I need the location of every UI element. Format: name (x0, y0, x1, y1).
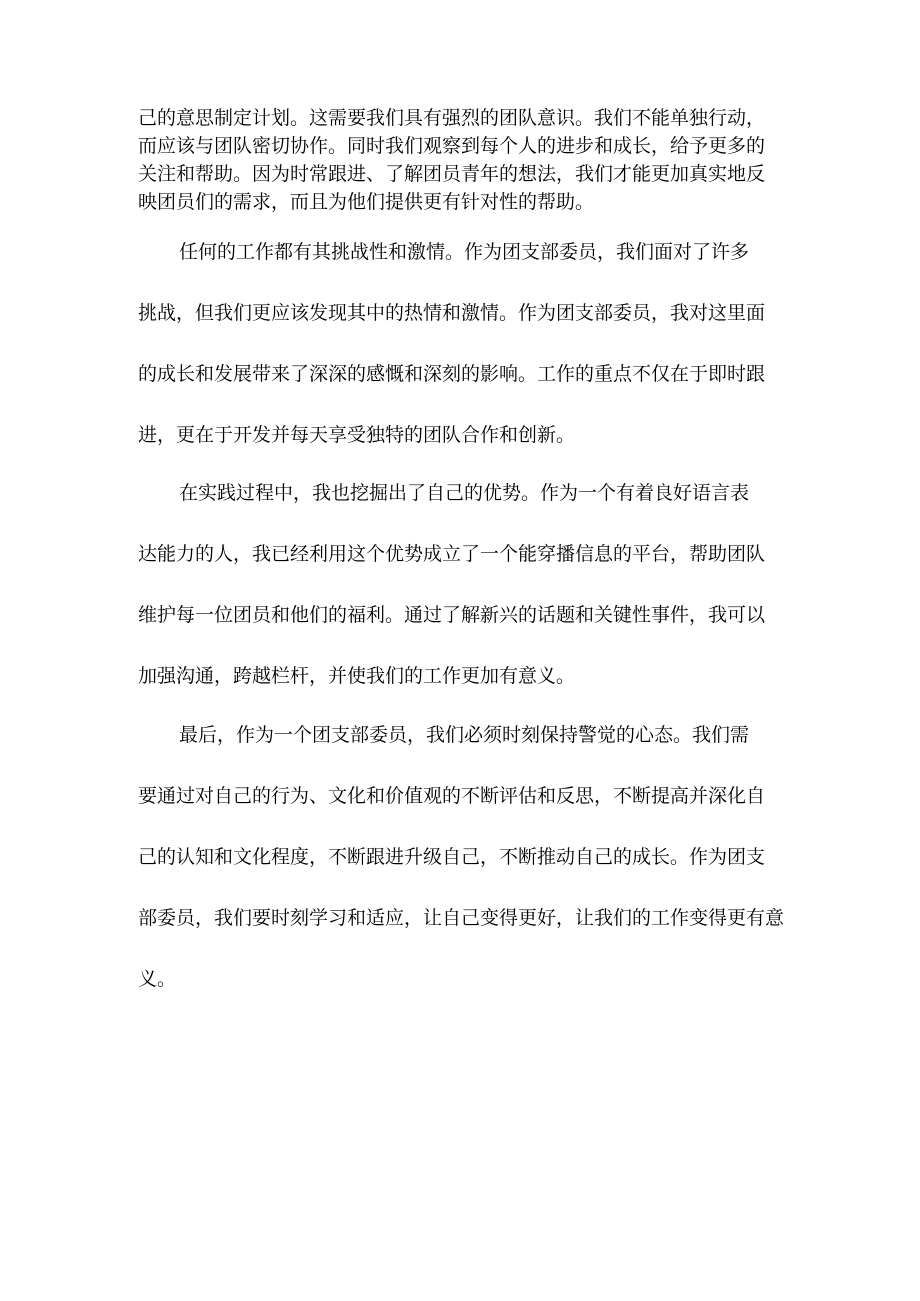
paragraph-line: 加强沟通，跨越栏杆，并使我们的工作更加有意义。 (138, 665, 576, 687)
paragraph-line: 挑战，但我们更应该发现其中的热情和激情。作为团支部委员，我对这里面 (138, 302, 766, 324)
paragraph-line: 映团员们的需求，而且为他们提供更有针对性的帮助。 (138, 191, 595, 213)
paragraph-line: 义。 (138, 968, 177, 990)
paragraph-line: 关注和帮助。因为时常跟进、了解团员青年的想法，我们才能更加真实地反 (138, 163, 766, 185)
paragraph-line: 己的认知和文化程度，不断跟进升级自己，不断推动自己的成长。作为团支 (138, 846, 766, 868)
paragraph-line: 维护每一位团员和他们的福利。通过了解新兴的话题和关键性事件，我可以 (138, 604, 766, 626)
paragraph-line: 的成长和发展带来了深深的感慨和深刻的影响。工作的重点不仅在于即时跟 (138, 363, 766, 385)
paragraph-line: 要通过对自己的行为、文化和价值观的不断评估和反思，不断提高并深化自 (138, 785, 766, 807)
paragraph-line: 己的意思制定计划。这需要我们具有强烈的团队意识。我们不能单独行动， (138, 107, 766, 129)
paragraph-line: 进，更在于开发并每天享受独特的团队合作和创新。 (138, 424, 576, 446)
paragraph-line: 达能力的人，我已经利用这个优势成立了一个能穿播信息的平台，帮助团队 (138, 543, 766, 565)
paragraph-continuation (138, 104, 793, 216)
paragraph-line: 而应该与团队密切协作。同时我们观察到每个人的进步和成长，给予更多的 (138, 135, 766, 157)
paragraph-line: 任何的工作都有其挑战性和激情。作为团支部委员，我们面对了许多 (179, 241, 750, 263)
paragraph-line: 部委员，我们要时刻学习和适应，让自己变得更好，让我们的工作变得更有意 (138, 907, 785, 929)
paragraph-line: 最后，作为一个团支部委员，我们必须时刻保持警觉的心态。我们需 (179, 724, 750, 746)
paragraph-strengths (138, 479, 793, 690)
paragraph-line: 在实践过程中，我也挖掘出了自己的优势。作为一个有着良好语言表 (179, 482, 750, 504)
paragraph-conclusion (138, 721, 793, 993)
paragraph-challenge (138, 238, 793, 449)
